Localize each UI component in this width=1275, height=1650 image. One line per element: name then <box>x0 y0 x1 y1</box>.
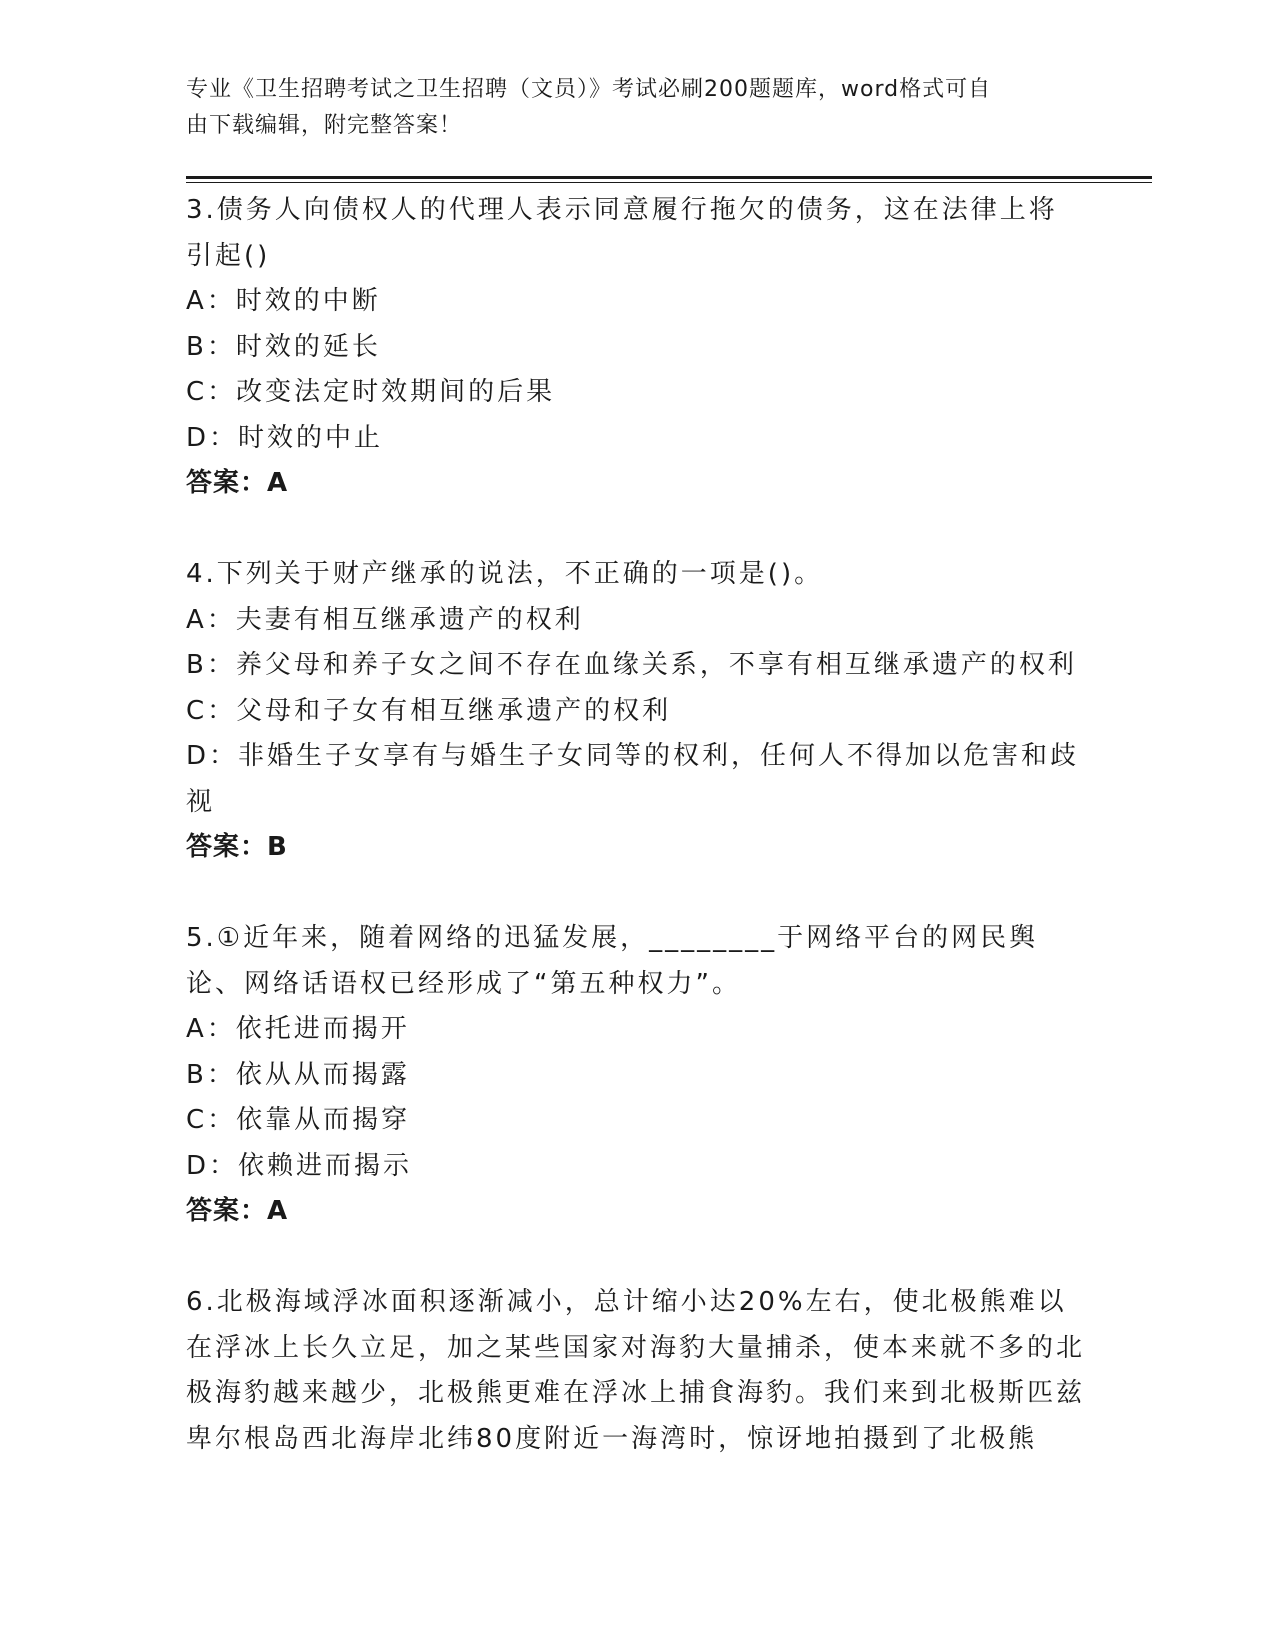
question-stem: 4.下列关于财产继承的说法，不正确的一项是()。 <box>186 559 824 589</box>
question-list <box>186 188 1086 1462</box>
option-d: D：非婚生子女享有与婚生子女同等的权利，任何人不得加以危害和歧视 <box>186 741 1080 817</box>
option-b: B：养父母和养子女之间不存在血缘关系，不享有相互继承遗产的权利 <box>186 650 1077 680</box>
question-stem: 6.北极海域浮冰面积逐渐减小，总计缩小达20%左右，使北极熊难以在浮冰上长久立足，加之某些国家对海豹大量捕杀，使本来就不多的北极海豹越来越少，北极熊更难在浮冰上捕食海豹。我们来到北极斯匹兹卑尔根岛西北海岸北纬80度附近一海湾时，惊讶地拍摄到了北极熊 <box>186 1287 1086 1454</box>
header-divider-thick <box>186 176 1152 179</box>
header-divider-thin <box>186 182 1152 183</box>
question-3 <box>186 188 1086 507</box>
answer-label: 答案：A <box>186 468 289 498</box>
answer-label: 答案：B <box>186 832 288 862</box>
option-b: B：时效的延长 <box>186 331 381 362</box>
header-line-2: 由下载编辑，附完整答案！ <box>186 113 463 138</box>
question-spacer <box>186 871 1086 917</box>
question-5 <box>186 916 1086 1235</box>
option-d: D：依赖进而揭示 <box>186 1150 413 1181</box>
option-a: A：依托进而揭开 <box>186 1014 410 1044</box>
question-4 <box>186 552 1086 871</box>
option-a: A：夫妻有相互继承遗产的权利 <box>186 604 584 635</box>
document-header <box>186 72 1066 144</box>
question-spacer <box>186 1235 1086 1281</box>
answer-label: 答案：A <box>186 1196 289 1226</box>
question-6 <box>186 1280 1086 1462</box>
question-spacer <box>186 507 1086 553</box>
option-b: B：依从从而揭露 <box>186 1059 410 1090</box>
question-stem: 3.债务人向债权人的代理人表示同意履行拖欠的债务，这在法律上将引起() <box>186 195 1058 271</box>
option-c: C：改变法定时效期间的后果 <box>186 377 556 407</box>
option-a: A：时效的中断 <box>186 286 381 316</box>
option-c: C：依靠从而揭穿 <box>186 1105 411 1135</box>
header-line-1: 专业《卫生招聘考试之卫生招聘（文员）》考试必刷200题题库，word格式可自 <box>186 77 992 102</box>
option-c: C：父母和子女有相互继承遗产的权利 <box>186 695 672 726</box>
question-stem: 5.①近年来，随着网络的迅猛发展，________于网络平台的网民舆论、网络话语权已经形成了“第五种权力”。 <box>186 923 1039 999</box>
option-d: D：时效的中止 <box>186 422 384 453</box>
